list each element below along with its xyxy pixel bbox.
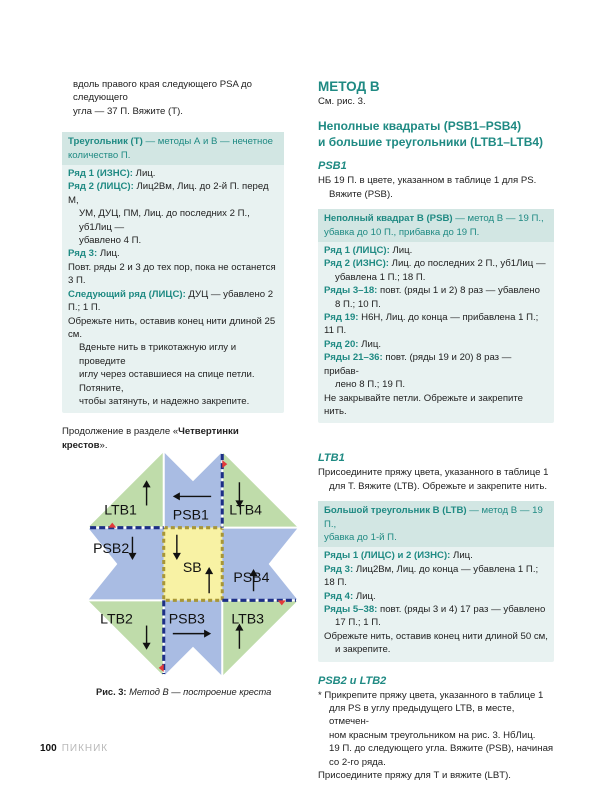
box-subtitle: — методы А и В — нечетное количество П.	[68, 136, 274, 161]
intro-line: вдоль правого края следующего PSA до следующего	[73, 79, 252, 104]
psb2-text: * Прикрепите пряжу цвета, указанного в таблице 1	[318, 689, 544, 701]
figure-reference: См. рис. 3.	[318, 96, 366, 107]
thread-instruction: Вденьте нить в трикотажную иглу и проведите	[79, 342, 237, 367]
label-ltb3: LTB3	[231, 610, 265, 627]
psb2-text: со 2-го ряда.	[329, 756, 386, 768]
section-title: и большие треугольники (LTB1–LTB4)	[318, 135, 544, 150]
partial-square-box	[318, 209, 554, 423]
box-header	[62, 132, 284, 165]
repeat-instruction: Повт. ряды 2 и 3 до тех пор, пока не останется 3 П.	[68, 261, 276, 287]
right-column	[318, 78, 554, 782]
psb1-heading: PSB1	[318, 160, 347, 173]
row-text: убавлено 4 П.	[79, 235, 142, 247]
intro-line: угла — 37 П. Вяжите (Т).	[73, 105, 183, 117]
box-header: Неполный квадрат В (PSB) — метод В — 19 П., убавка до 10 П., прибавка до 19 П.	[318, 209, 554, 242]
continue-note: Продолжение в разделе «Четвертинки крестов».	[62, 426, 239, 451]
thread-instruction: чтобы затянуть, и надежно закрепите.	[79, 395, 250, 407]
row-label: Ряд 3:	[68, 248, 98, 260]
method-heading: МЕТОД В	[318, 79, 380, 94]
label-psb3: PSB3	[168, 610, 205, 627]
row-label: Ряд 2 (ЛИЦС):	[68, 181, 134, 193]
page-footer	[40, 743, 108, 754]
section-title: Неполные квадраты (PSB1–PSB4)	[318, 119, 522, 134]
box-title: Треугольник (Т)	[68, 136, 143, 148]
psb2-heading: PSB2 и LTB2	[318, 674, 387, 687]
row-label: Ряд 1 (ИЗНС):	[68, 168, 133, 180]
magazine-name: ПИКНИК	[61, 743, 109, 754]
ltb1-heading: LTB1	[318, 452, 345, 465]
left-column	[62, 78, 284, 452]
large-triangle-box	[318, 501, 554, 661]
row-text: Лиц2Вм, Лиц. до 2-й П. перед М,	[68, 181, 269, 206]
box-body: Ряды 1 (ЛИЦС) и 2 (ИЗНС): Лиц. Ряд 3: Лиц2Вм, Лиц. до конца — убавлена 1 П.; 18 П. Ряд 4: Лиц. Ряды 5–38: повт. (ряды 3 и 4) 17 раз — убавлено 17 П.; 1 П. Обрежьте нить, оставив конец нити длиной 50 см, и закрепите.	[324, 550, 548, 656]
box-body: Ряд 1 (ЛИЦС): Лиц. Ряд 2 (ИЗНС): Лиц. до последних 2 П., уб1Лиц — убавлена 1 П.; 18 П. Ряды 3–18: повт. (ряды 1 и 2) 8 раз — убавлено 8 П.; 10 П. Ряд 19: Н6Н, Лиц. до конца — прибавлена 1 П.; 11 П. Ряд 20: Лиц. Ряды 21–36: повт. (ряды 19 и 20) 8 раз — прибав- лено 8 П.; 19 П. Не закрывайте петли. Обрежьте и закрепите нить.	[324, 245, 546, 417]
psb4-shape	[222, 528, 298, 601]
psb2-text: для PS в углу предыдущего LTB, в месте, отмечен-	[329, 703, 515, 728]
label-ltb2: LTB2	[100, 610, 133, 627]
psb1-text: НБ 19 П. в цвете, указанном в таблице 1 для PS.	[318, 175, 537, 187]
continue-link[interactable]: Четвертинки крестов	[62, 426, 239, 451]
box-body	[62, 165, 284, 408]
ltb1-text: для Т. Вяжите (LTB). Обрежьте и закрепите нить.	[329, 480, 547, 492]
label-ltb4: LTB4	[229, 501, 263, 518]
page-number: 100	[40, 743, 57, 754]
psb2-text: ном красным треугольником на рис. 3. НбЛиц.	[329, 729, 536, 741]
row-label: Следующий ряд (ЛИЦС):	[68, 288, 186, 300]
thread-instruction: иглу через оставшиеся на спице петли. Потяните,	[79, 369, 255, 394]
box-title: Неполный квадрат В (PSB)	[324, 213, 453, 225]
figure-caption: Рис. 3: Метод В — построение креста	[96, 687, 272, 697]
label-ltb1: LTB1	[104, 501, 137, 518]
label-psb4: PSB4	[233, 569, 270, 586]
box-title: Большой треугольник В (LTB)	[324, 505, 467, 517]
row-text: ДУЦ — убавлено 2 П.; 1 П.	[68, 288, 274, 314]
ltb1-text: Присоедините пряжу цвета, указанного в таблице 1	[318, 467, 549, 479]
label-psb2: PSB2	[93, 539, 130, 556]
row-text: УМ, ДУЦ, ПМ, Лиц. до последних 2 П., уб1Лиц —	[79, 208, 250, 233]
final-instruction: Присоедините пряжу для Т и вяжите (LBT).	[318, 770, 511, 782]
cut-instruction: Обрежьте нить, оставив конец нити длиной 25 см.	[68, 315, 276, 340]
psb2-text: 19 П. до следующего угла. Вяжите (PSB), начиная	[329, 743, 554, 755]
psb1-text: Вяжите (PSB).	[329, 188, 393, 200]
label-sb: SB	[182, 559, 202, 576]
cross-diagram	[88, 452, 300, 676]
triangle-pattern-box	[62, 132, 284, 413]
psb2-shape	[88, 528, 164, 601]
box-header: Большой треугольник В (LTB) — метод В — 19 П., убавка до 1-й П.	[318, 501, 554, 547]
label-psb1: PSB1	[172, 506, 209, 523]
row-text: Лиц.	[132, 168, 156, 180]
row-text: Лиц.	[97, 248, 120, 260]
